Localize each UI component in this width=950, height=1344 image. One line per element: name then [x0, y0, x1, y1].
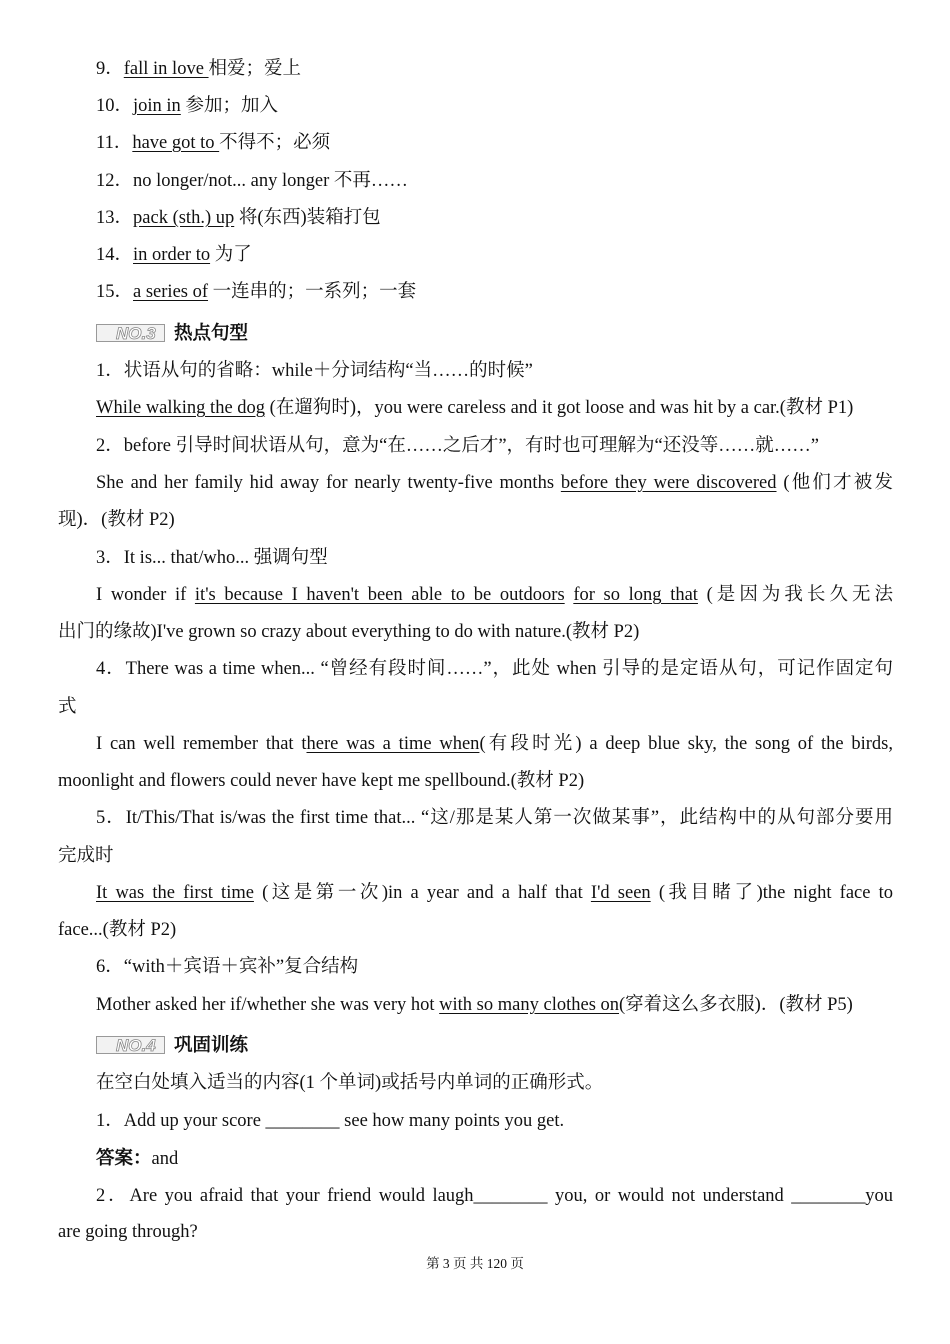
section-badge-no4 — [96, 1033, 166, 1055]
section-title-no3: 热点句型 — [174, 324, 249, 344]
phrase-9: 9．fall in love 相爱；爱上 — [96, 59, 302, 79]
answer-1: 答案：and — [96, 1149, 179, 1169]
sentence-6-example: Mother asked her if/whether she was very hot with so many clothes on(穿着这么多衣服)．(教材 P5) — [96, 995, 853, 1015]
sentence-4-example: I can well remember that there was a time when(有段时光) a deep blue sky, the song of the birds, — [96, 734, 893, 754]
svg-text:NO.4: NO.4 — [116, 1036, 156, 1055]
exercise-instructions: 在空白处填入适当的内容(1 个单词)或括号内单词的正确形式。 — [96, 1073, 604, 1093]
sentence-4-example-cont: moonlight and flowers could never have kept me spellbound.(教材 P2) — [58, 771, 585, 791]
sentence-3-heading: 3．It is... that/who... 强调句型 — [96, 548, 328, 568]
phrase-14: 14．in order to 为了 — [96, 245, 252, 265]
section-header-no3 — [96, 319, 248, 345]
phrase-12: 12．no longer/not... any longer 不再…… — [96, 171, 408, 191]
page-footer: 第 3 页 共 120 页 — [426, 1256, 524, 1271]
phrase-10: 10．join in 参加；加入 — [96, 96, 278, 116]
phrase-13: 13．pack (sth.) up 将(东西)装箱打包 — [96, 208, 381, 228]
sentence-2-example: She and her family hid away for nearly twenty-five months before they were discovered (他们才被发 — [96, 473, 894, 493]
question-1: 1．Add up your score ________ see how many points you get. — [96, 1111, 565, 1131]
section-badge-no3 — [96, 321, 166, 343]
sentence-2-heading: 2．before 引导时间状语从句，意为“在……之后才”，有时也可理解为“还没等……就……” — [96, 436, 819, 456]
sentence-4-heading-cont: 式 — [58, 697, 77, 717]
sentence-3-example: I wonder if it's because I haven't been able to be outdoors for so long that (是因为我长久无法 — [96, 585, 894, 605]
svg-text:NO.3: NO.3 — [116, 324, 156, 343]
sentence-5-heading-cont: 完成时 — [58, 846, 114, 866]
sentence-5-heading: 5．It/This/That is/was the first time that... “这/那是某人第一次做某事”，此结构中的从句部分要用 — [96, 808, 893, 828]
sentence-5-example: It was the first time (这是第一次)in a year and a half that I'd seen (我目睹了)the night face to — [96, 883, 893, 903]
sentence-1-example: While walking the dog (在遛狗时)，you were careless and it got loose and was hit by a car.(教材 P1) — [96, 398, 854, 418]
section-title-no4: 巩固训练 — [174, 1036, 249, 1056]
sentence-5-example-cont: face...(教材 P2) — [58, 920, 177, 940]
phrase-11: 11．have got to 不得不；必须 — [96, 133, 331, 153]
sentence-1-heading: 1．状语从句的省略：while＋分词结构“当……的时候” — [96, 361, 533, 381]
question-2-cont: are going through? — [58, 1222, 198, 1242]
section-header-no4 — [96, 1031, 248, 1057]
question-2: 2．Are you afraid that your friend would laugh________ you, or would not understand ________you — [96, 1186, 893, 1206]
phrase-15: 15．a series of 一连串的；一系列；一套 — [96, 282, 417, 302]
sentence-2-example-cont: 现)．(教材 P2) — [58, 510, 175, 530]
sentence-3-example-cont: 出门的缘故)I've grown so crazy about everything to do with nature.(教材 P2) — [58, 622, 640, 642]
sentence-4-heading: 4．There was a time when... “曾经有段时间……”，此处 when 引导的是定语从句，可记作固定句 — [96, 659, 893, 679]
sentence-6-heading: 6．“with＋宾语＋宾补”复合结构 — [96, 957, 359, 977]
